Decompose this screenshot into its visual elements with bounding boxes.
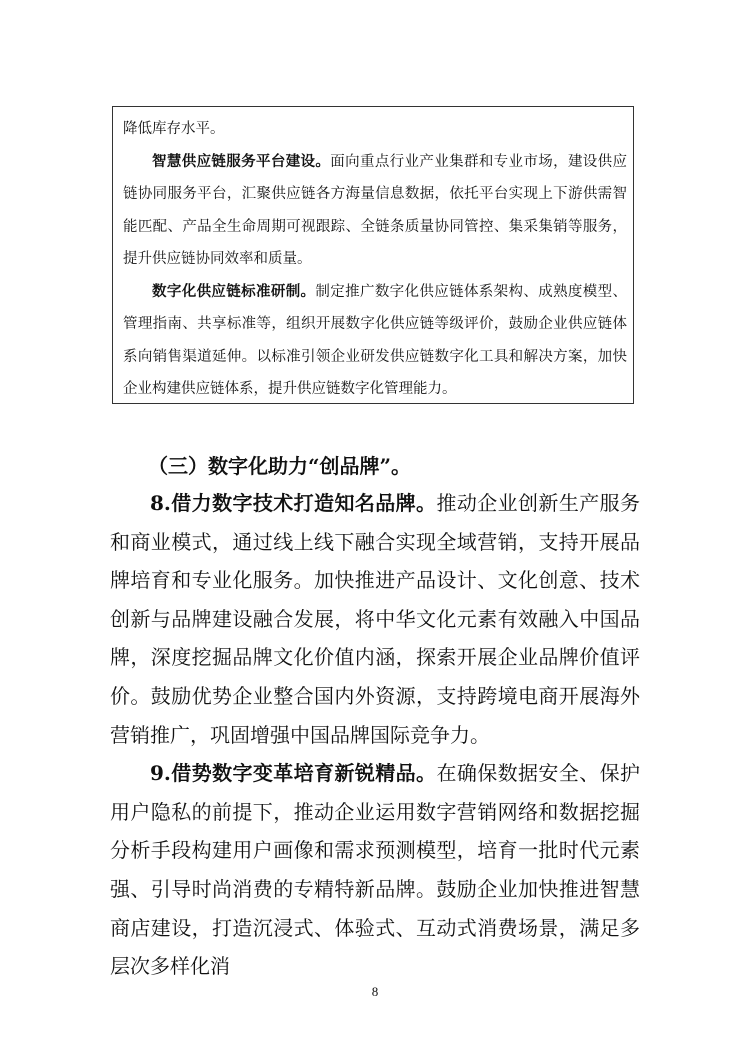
box-continuation-line: 降低库存水平。 xyxy=(123,121,225,137)
item-8-paragraph xyxy=(110,484,640,754)
box-paragraph-standards-title: 数字化供应链标准研制。 xyxy=(152,282,316,300)
main-body xyxy=(110,484,640,986)
box-paragraph-platform-title: 智慧供应链服务平台建设。 xyxy=(152,152,331,170)
box-paragraph-standards-body: 制定推广数字化供应链体系架构、成熟度模型、管理指南、共享标准等，组织开展数字化供应链等级评价，鼓励企业供应链体系向销售渠道延伸。以标准引领企业研发供应链数字化工具和解决方案，加快企业构建供应链体系，提升供应链数字化管理能力。 xyxy=(123,283,628,397)
item-9-paragraph xyxy=(110,754,640,986)
box-paragraph-platform-body: 面向重点行业产业集群和专业市场，建设供应链协同服务平台，汇聚供应链各方海量信息数据，依托平台实现上下游供需智能匹配、产品全生命周期可视跟踪、全链条质量协同管控、集采集销等服务，提升供应链协同效率和质量。 xyxy=(123,153,628,267)
box-paragraph-platform xyxy=(123,146,627,276)
page-number: 8 xyxy=(371,984,379,999)
item-9-title: 9.借势数字变革培育新锐精品。 xyxy=(150,761,437,786)
item-8-body: 推动企业创新生产服务和商业模式，通过线上线下融合实现全域营销，支持开展品牌培育和专业化服务。加快推进产品设计、文化创意、技术创新与品牌建设融合发展，将中华文化元素有效融入中国品牌，深度挖掘品牌文化价值内涵，探索开展企业品牌价值评价。鼓励优势企业整合国内外资源，支持跨境电商开展海外营销推广，巩固增强中国品牌国际竞争力。 xyxy=(110,491,641,747)
item-8-title: 8.借力数字技术打造知名品牌。 xyxy=(150,491,437,515)
item-9-body: 在确保数据安全、保护用户隐私的前提下，推动企业运用数字营销网络和数据挖掘分析手段构建用户画像和需求预测模型，培育一批时代元素强、引导时尚消费的专精特新品牌。鼓励企业加快推进智慧商店建设，打造沉浸式、体验式、互动式消费场景，满足多层次多样化消 xyxy=(110,761,641,979)
boxed-text-panel xyxy=(112,106,634,404)
box-paragraph-standards xyxy=(123,276,627,406)
section-heading: （三）数字化助力“创品牌”。 xyxy=(148,454,412,478)
